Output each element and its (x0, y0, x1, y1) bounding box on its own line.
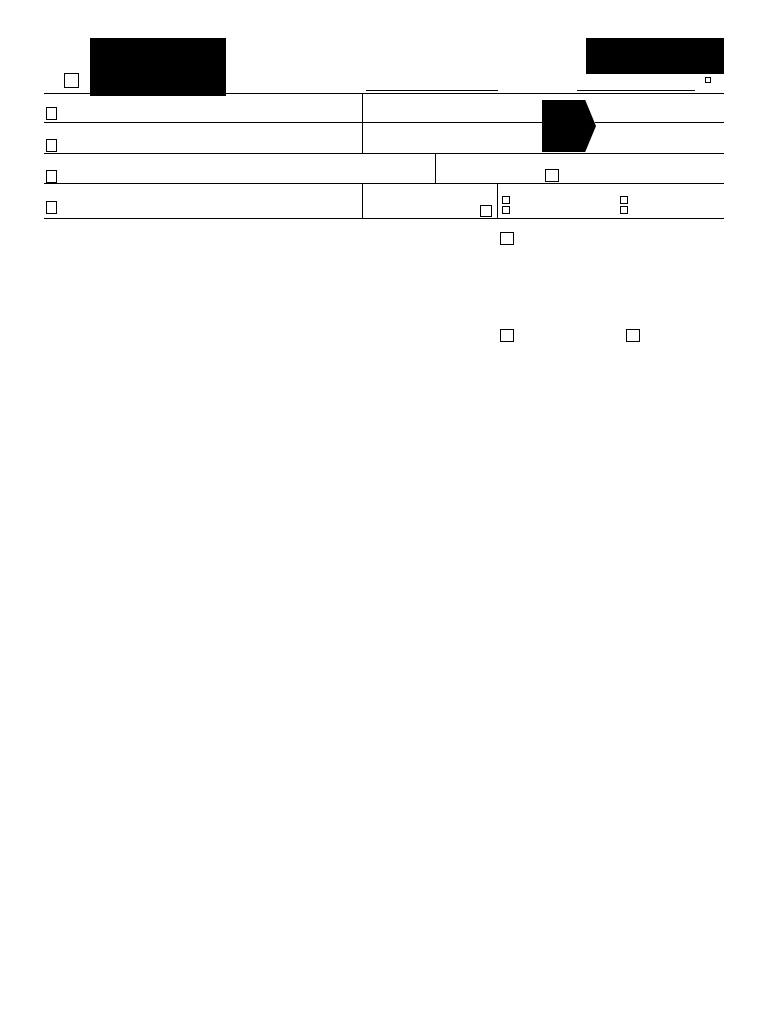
filing-status-95a[interactable] (502, 196, 510, 204)
line-marker-3 (46, 170, 57, 183)
filing-status-95b[interactable] (502, 206, 510, 214)
staple-warning (4, 16, 34, 306)
filing-status-95c[interactable] (620, 196, 628, 204)
fiscal-end-field[interactable] (577, 77, 695, 91)
box-81 (500, 329, 514, 342)
filing-status-95d[interactable] (620, 206, 628, 214)
attachment-instruction (26, 420, 46, 980)
last-name-input[interactable] (366, 106, 538, 120)
ssn-input[interactable] (598, 106, 722, 120)
line-marker-2 (46, 139, 57, 152)
form-id-box (90, 38, 226, 96)
box-94 (545, 169, 559, 182)
injured-spouse-checkbox[interactable] (480, 202, 492, 220)
calendar-year-box (586, 38, 724, 74)
line-marker-1 (46, 107, 57, 120)
box-88 (500, 232, 514, 245)
line-marker-4 (46, 201, 57, 214)
box-66f (705, 77, 711, 83)
box-80 (626, 329, 640, 342)
fiscal-begin-field[interactable] (366, 77, 498, 91)
extension-checkbox[interactable] (64, 72, 79, 90)
first-name-input[interactable] (62, 106, 358, 120)
enter-ssn-arrow (542, 100, 596, 152)
